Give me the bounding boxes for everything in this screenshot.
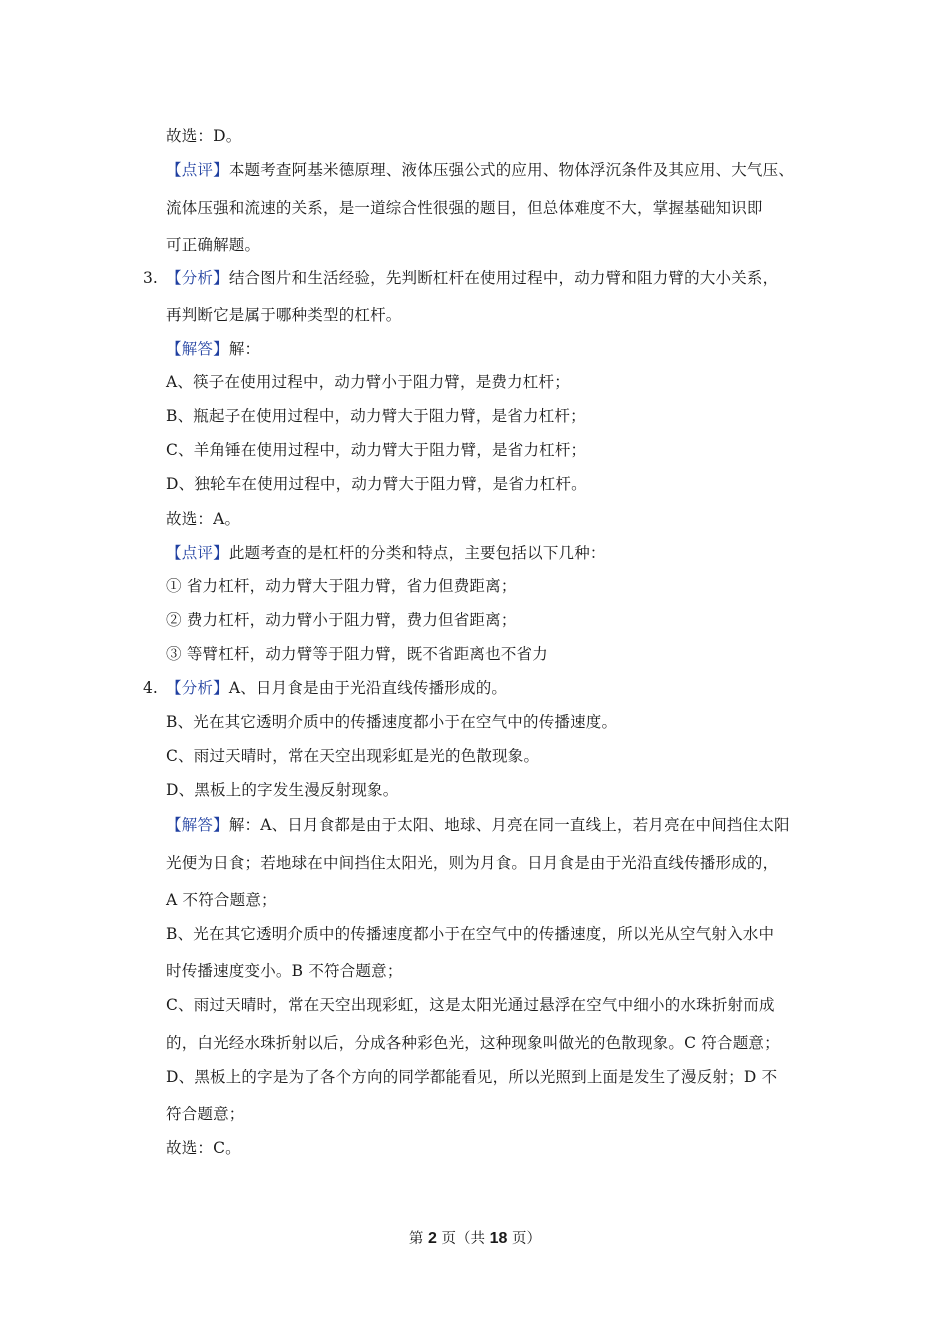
solution-line: [166, 815, 790, 835]
option-line: D、独轮车在使用过程中，动力臂大于阻力臂，是省力杠杆。: [166, 475, 587, 493]
text-line: D、黑板上的字是为了各个方向的同学都能看见，所以光照到上面是发生了漫反射；D 不: [166, 1068, 778, 1086]
page-footer: [0, 1229, 950, 1249]
solution-text: 解：A、日月食都是由于太阳、地球、月亮在同一直线上，若月亮在中间挡住太阳: [228, 816, 790, 834]
comment-tag: 【点评】: [166, 161, 229, 179]
analysis-text: 结合图片和生活经验，先判断杠杆在使用过程中，动力臂和阻力臂的大小关系，: [228, 269, 779, 287]
text-line: A 不符合题意；: [166, 891, 277, 909]
analysis-line: [166, 268, 778, 288]
option-line: C、羊角锤在使用过程中，动力臂大于阻力臂，是省力杠杆；: [166, 441, 587, 459]
text-line: C、雨过天晴时，常在天空出现彩虹，这是太阳光通过悬浮在空气中细小的水珠折射而成: [166, 996, 775, 1014]
footer-middle: 页（共: [436, 1231, 490, 1247]
list-item: ② 费力杠杆，动力臂小于阻力臂，费力但省距离；: [166, 611, 517, 629]
solution-tag: 【解答】: [166, 340, 229, 358]
text-line: 光便为日食；若地球在中间挡住太阳光，则为月食。日月食是由于光沿直线传播形成的，: [166, 854, 779, 872]
comment-text: 本题考查阿基米德原理、液体压强公式的应用、物体浮沉条件及其应用、大气压、: [228, 161, 795, 179]
footer-suffix: 页）: [507, 1231, 542, 1247]
footer-total-pages: 18: [489, 1230, 508, 1247]
option-line: B、瓶起子在使用过程中，动力臂大于阻力臂，是省力杠杆；: [166, 407, 586, 425]
text-line: B、光在其它透明介质中的传播速度都小于在空气中的传播速度。: [166, 713, 618, 731]
comment-line: [166, 543, 606, 563]
text-line: B、光在其它透明介质中的传播速度都小于在空气中的传播速度，所以光从空气射入水中: [166, 925, 775, 943]
analysis-line: [166, 678, 507, 698]
analysis-text: A、日月食是由于光沿直线传播形成的。: [228, 679, 508, 697]
text-line: 流体压强和流速的关系，是一道综合性很强的题目，但总体难度不大，掌握基础知识即: [166, 199, 763, 217]
comment-text: 此题考查的是杠杆的分类和特点，主要包括以下几种：: [228, 544, 606, 562]
solution-line: [166, 339, 260, 359]
option-line: A、筷子在使用过程中，动力臂小于阻力臂，是费力杠杆；: [166, 373, 570, 391]
text-line: 的，白光经水珠折射以后，分成各种彩色光，这种现象叫做光的色散现象。C 符合题意；: [166, 1034, 780, 1052]
question-number: 4.: [143, 679, 158, 697]
question-number: 3.: [143, 269, 158, 287]
comment-line: [166, 160, 794, 180]
text-line: D、黑板上的字发生漫反射现象。: [166, 781, 399, 799]
footer-prefix: 第: [408, 1231, 429, 1247]
solution-tag: 【解答】: [166, 816, 229, 834]
footer-page-number: 2: [428, 1230, 437, 1247]
comment-tag: 【点评】: [166, 544, 229, 562]
answer-line: 故选：C。: [166, 1139, 241, 1157]
text-line: 可正确解题。: [166, 236, 261, 254]
solution-text: 解：: [228, 340, 261, 358]
analysis-tag: 【分析】: [166, 679, 229, 697]
text-line: 再判断它是属于哪种类型的杠杆。: [166, 306, 402, 324]
answer-line: 故选：D。: [166, 127, 242, 145]
answer-line: 故选：A。: [166, 510, 241, 528]
list-item: ③ 等臂杠杆，动力臂等于阻力臂，既不省距离也不省力: [166, 645, 548, 663]
analysis-tag: 【分析】: [166, 269, 229, 287]
text-line: 时传播速度变小。B 不符合题意；: [166, 962, 403, 980]
list-item: ① 省力杠杆，动力臂大于阻力臂，省力但费距离；: [166, 577, 517, 595]
text-line: C、雨过天晴时，常在天空出现彩虹是光的色散现象。: [166, 747, 540, 765]
text-line: 符合题意；: [166, 1105, 245, 1123]
